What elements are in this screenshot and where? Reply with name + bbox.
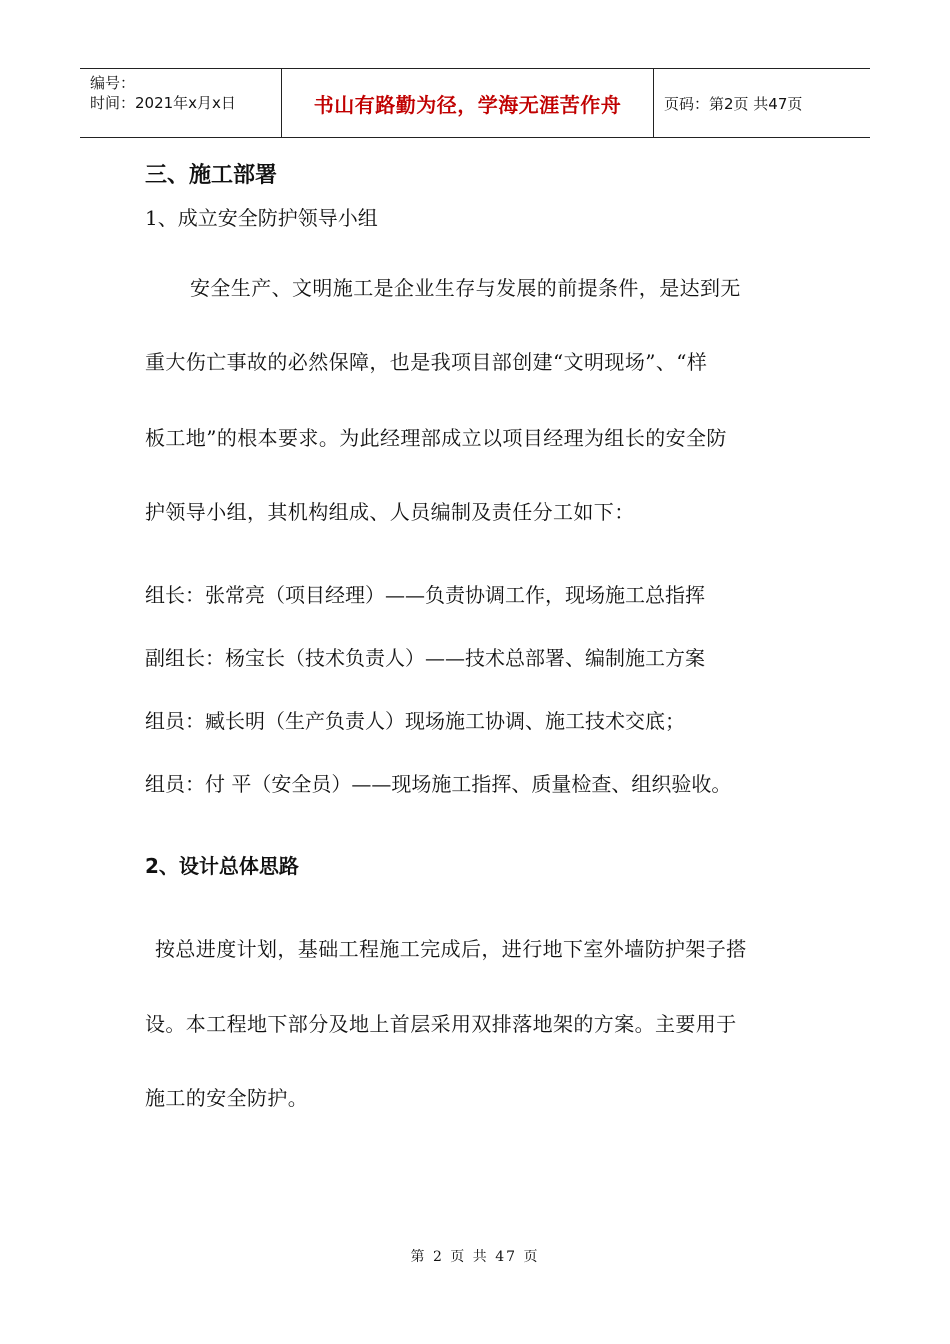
page-footer: 第 2 页 共 47 页 [410,1249,540,1265]
member-line: 组员：臧长明（生产负责人）现场施工协调、施工技术交底； [145,709,685,733]
member-line: 组员：付 平（安全员）——现场施工指挥、质量检查、组织验收。 [145,772,732,796]
paragraph-line: 重大伤亡事故的必然保障，也是我项目部创建“文明现场”、“样 [145,350,708,374]
header-motto: 书山有路勤为径，学海无涯苦作舟 [313,92,622,117]
paragraph-line: 安全生产、文明施工是企业生存与发展的前提条件，是达到无 [190,276,741,300]
page-header [80,68,870,138]
document-date: 时间：2021年x月x日 [90,94,236,112]
subsection-title-2: 2、设计总体思路 [145,854,299,878]
header-meta [80,69,282,137]
member-line: 副组长：杨宝长（技术负责人）——技术总部署、编制施工方案 [145,646,705,670]
paragraph-line: 护领导小组，其机构组成、人员编制及责任分工如下： [145,500,635,524]
header-page-number: 页码：第2页 共47页 [664,94,803,113]
paragraph-line: 按总进度计划，基础工程施工完成后，进行地下室外墙防护架子搭 [155,937,747,961]
document-number: 编号： [90,74,136,92]
header-motto-cell [282,69,654,137]
paragraph-line: 施工的安全防护。 [145,1086,309,1110]
paragraph-line: 板工地”的根本要求。为此经理部成立以项目经理为组长的安全防 [145,426,727,450]
subsection-title-1: 1、成立安全防护领导小组 [145,206,378,230]
paragraph-line: 设。本工程地下部分及地上首层采用双排落地架的方案。主要用于 [145,1012,737,1036]
section-title: 三、施工部署 [145,163,278,188]
member-line: 组长：张常亮（项目经理）——负责协调工作，现场施工总指挥 [145,583,705,607]
